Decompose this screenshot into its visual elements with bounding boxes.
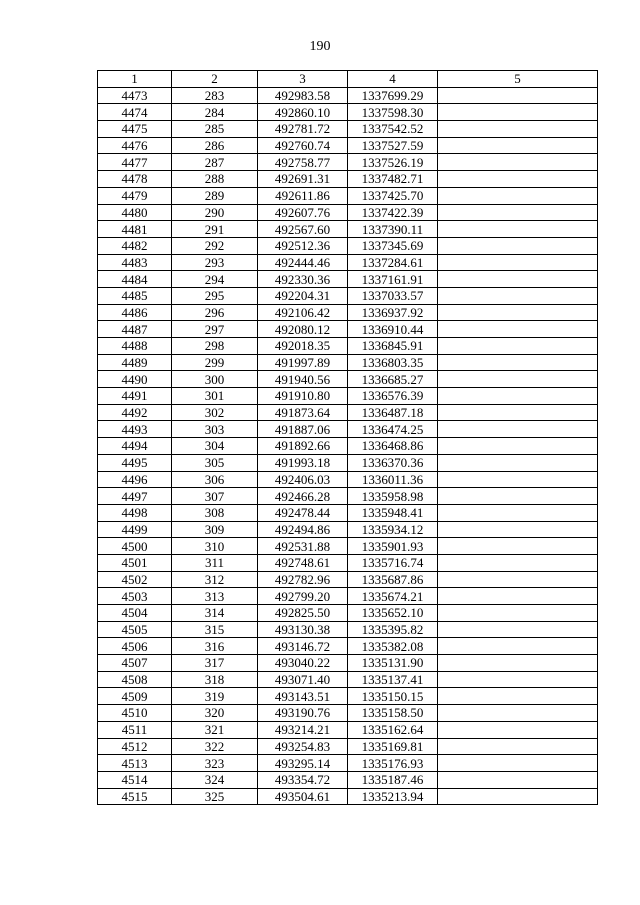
table-cell: 4489: [98, 354, 172, 371]
table-row: [98, 671, 598, 688]
table-cell: [438, 738, 598, 755]
table-row: [98, 504, 598, 521]
table-cell: 1337482.71: [348, 171, 438, 188]
table-cell: 4485: [98, 287, 172, 304]
table-row: [98, 638, 598, 655]
table-cell: 321: [172, 721, 258, 738]
table-cell: 1335901.93: [348, 538, 438, 555]
table-cell: 4512: [98, 738, 172, 755]
table-cell: [438, 655, 598, 672]
table-row: [98, 321, 598, 338]
table-row: [98, 421, 598, 438]
table-cell: [438, 538, 598, 555]
table-cell: [438, 521, 598, 538]
table-row: [98, 371, 598, 388]
table-row: [98, 471, 598, 488]
table-cell: 315: [172, 621, 258, 638]
table-cell: 491940.56: [258, 371, 348, 388]
table-row: [98, 171, 598, 188]
table-cell: [438, 554, 598, 571]
table-cell: [438, 338, 598, 355]
table-cell: 492760.74: [258, 137, 348, 154]
table-cell: 288: [172, 171, 258, 188]
table-cell: 1337033.57: [348, 287, 438, 304]
table-cell: 492860.10: [258, 104, 348, 121]
table-cell: 492106.42: [258, 304, 348, 321]
table-cell: 322: [172, 738, 258, 755]
table-cell: 296: [172, 304, 258, 321]
table-cell: 4490: [98, 371, 172, 388]
table-row: [98, 221, 598, 238]
table-cell: 493354.72: [258, 771, 348, 788]
table-row: [98, 87, 598, 104]
table-cell: 294: [172, 271, 258, 288]
table-cell: 301: [172, 388, 258, 405]
table-cell: [438, 154, 598, 171]
table-cell: 4505: [98, 621, 172, 638]
table-cell: 325: [172, 788, 258, 805]
table-row: [98, 454, 598, 471]
table-row: [98, 354, 598, 371]
table-row: [98, 621, 598, 638]
table-cell: 4492: [98, 404, 172, 421]
table-cell: 4494: [98, 438, 172, 455]
table-cell: 298: [172, 338, 258, 355]
table-cell: [438, 254, 598, 271]
table-cell: [438, 404, 598, 421]
table-row: [98, 655, 598, 672]
table-cell: 4514: [98, 771, 172, 788]
table-cell: [438, 304, 598, 321]
table-cell: 283: [172, 87, 258, 104]
table-cell: [438, 187, 598, 204]
table-cell: 492466.28: [258, 488, 348, 505]
table-cell: 4484: [98, 271, 172, 288]
table-cell: [438, 371, 598, 388]
table-cell: 323: [172, 755, 258, 772]
table-cell: 1337284.61: [348, 254, 438, 271]
table-cell: 285: [172, 121, 258, 138]
table-cell: 1335187.46: [348, 771, 438, 788]
table-cell: 316: [172, 638, 258, 655]
table-cell: 491887.06: [258, 421, 348, 438]
table-cell: [438, 221, 598, 238]
table-cell: 4493: [98, 421, 172, 438]
table-cell: 1336370.36: [348, 454, 438, 471]
table-cell: 1335382.08: [348, 638, 438, 655]
table-cell: [438, 621, 598, 638]
table-cell: 304: [172, 438, 258, 455]
table-cell: 4480: [98, 204, 172, 221]
table-row: [98, 304, 598, 321]
table-cell: [438, 788, 598, 805]
table-cell: [438, 137, 598, 154]
table-cell: [438, 755, 598, 772]
coordinates-table: [97, 70, 598, 805]
table-cell: 492799.20: [258, 588, 348, 605]
table-cell: 492406.03: [258, 471, 348, 488]
table-cell: 1336576.39: [348, 388, 438, 405]
table-cell: 4476: [98, 137, 172, 154]
table-cell: 4508: [98, 671, 172, 688]
table-cell: 1335716.74: [348, 554, 438, 571]
table-cell: 4496: [98, 471, 172, 488]
table-cell: 291: [172, 221, 258, 238]
table-cell: 1335137.41: [348, 671, 438, 688]
table-cell: [438, 721, 598, 738]
table-cell: 1337161.91: [348, 271, 438, 288]
table-cell: 295: [172, 287, 258, 304]
table-cell: 492204.31: [258, 287, 348, 304]
table-row: [98, 271, 598, 288]
table-cell: 492983.58: [258, 87, 348, 104]
table-cell: 303: [172, 421, 258, 438]
table-row: [98, 521, 598, 538]
table-cell: 492512.36: [258, 237, 348, 254]
table-cell: 1336937.92: [348, 304, 438, 321]
table-cell: 493214.21: [258, 721, 348, 738]
table-row: [98, 605, 598, 622]
table-cell: 1335934.12: [348, 521, 438, 538]
table-cell: [438, 421, 598, 438]
table-cell: 493254.83: [258, 738, 348, 755]
table-cell: 4511: [98, 721, 172, 738]
table-cell: 492494.86: [258, 521, 348, 538]
table-row: [98, 104, 598, 121]
table-row: [98, 738, 598, 755]
table-cell: 1336845.91: [348, 338, 438, 355]
table-cell: 1335176.93: [348, 755, 438, 772]
table-cell: [438, 588, 598, 605]
column-header: 3: [258, 71, 348, 88]
table-cell: [438, 204, 598, 221]
table-cell: 492567.60: [258, 221, 348, 238]
table-row: [98, 588, 598, 605]
table-cell: 492478.44: [258, 504, 348, 521]
table-row: [98, 287, 598, 304]
table-cell: 1335213.94: [348, 788, 438, 805]
table-cell: 1335395.82: [348, 621, 438, 638]
table-cell: 493143.51: [258, 688, 348, 705]
column-header: 4: [348, 71, 438, 88]
table-cell: 493190.76: [258, 705, 348, 722]
table-cell: 305: [172, 454, 258, 471]
table-cell: 4474: [98, 104, 172, 121]
table-row: [98, 404, 598, 421]
table-row: [98, 721, 598, 738]
table-cell: 4515: [98, 788, 172, 805]
table-cell: 1337542.52: [348, 121, 438, 138]
table-cell: 1335958.98: [348, 488, 438, 505]
table-row: [98, 771, 598, 788]
table-cell: 4500: [98, 538, 172, 555]
table-cell: 306: [172, 471, 258, 488]
table-cell: 1336468.86: [348, 438, 438, 455]
table-row: [98, 237, 598, 254]
table-cell: 4488: [98, 338, 172, 355]
table-cell: 4479: [98, 187, 172, 204]
table-cell: 312: [172, 571, 258, 588]
table-cell: [438, 321, 598, 338]
table-row: [98, 388, 598, 405]
table-cell: 1337422.39: [348, 204, 438, 221]
table-cell: [438, 638, 598, 655]
table-cell: 4477: [98, 154, 172, 171]
table-cell: 4503: [98, 588, 172, 605]
table-cell: 492825.50: [258, 605, 348, 622]
table-cell: 492018.35: [258, 338, 348, 355]
table-body: [98, 87, 598, 805]
table-cell: [438, 504, 598, 521]
table-row: [98, 571, 598, 588]
table-cell: 292: [172, 237, 258, 254]
table-cell: [438, 571, 598, 588]
table-cell: 493130.38: [258, 621, 348, 638]
table-cell: 492607.76: [258, 204, 348, 221]
table-cell: 1335169.81: [348, 738, 438, 755]
table-cell: 311: [172, 554, 258, 571]
table-cell: 491892.66: [258, 438, 348, 455]
table-cell: 307: [172, 488, 258, 505]
table-cell: 493071.40: [258, 671, 348, 688]
table-cell: [438, 771, 598, 788]
table-row: [98, 137, 598, 154]
table-cell: 491993.18: [258, 454, 348, 471]
table-row: [98, 755, 598, 772]
table-row: [98, 705, 598, 722]
table-cell: 297: [172, 321, 258, 338]
table-cell: 284: [172, 104, 258, 121]
table-cell: 4487: [98, 321, 172, 338]
table-cell: 492782.96: [258, 571, 348, 588]
table-cell: 4497: [98, 488, 172, 505]
table-cell: [438, 104, 598, 121]
table-cell: [438, 354, 598, 371]
table-cell: 492748.61: [258, 554, 348, 571]
table-cell: [438, 237, 598, 254]
table-cell: 4475: [98, 121, 172, 138]
table-cell: 1336474.25: [348, 421, 438, 438]
table-cell: 4486: [98, 304, 172, 321]
table-cell: [438, 388, 598, 405]
table-cell: [438, 488, 598, 505]
table-cell: [438, 705, 598, 722]
table-cell: 1335948.41: [348, 504, 438, 521]
table-cell: 1336910.44: [348, 321, 438, 338]
table-cell: 492691.31: [258, 171, 348, 188]
table-cell: 492611.86: [258, 187, 348, 204]
table-cell: 1335652.10: [348, 605, 438, 622]
table-cell: 310: [172, 538, 258, 555]
table-cell: 313: [172, 588, 258, 605]
table-cell: [438, 671, 598, 688]
table-cell: 491910.80: [258, 388, 348, 405]
table-row: [98, 538, 598, 555]
table-cell: 1337699.29: [348, 87, 438, 104]
column-header: 1: [98, 71, 172, 88]
table-cell: 314: [172, 605, 258, 622]
table-cell: 4483: [98, 254, 172, 271]
table-cell: [438, 471, 598, 488]
table-cell: 290: [172, 204, 258, 221]
table-cell: 492781.72: [258, 121, 348, 138]
table-cell: 4513: [98, 755, 172, 772]
table-cell: 493295.14: [258, 755, 348, 772]
table-cell: 4495: [98, 454, 172, 471]
table-cell: 300: [172, 371, 258, 388]
table-cell: 1337390.11: [348, 221, 438, 238]
table-cell: 319: [172, 688, 258, 705]
table-cell: 4499: [98, 521, 172, 538]
table-cell: 491873.64: [258, 404, 348, 421]
table-cell: 1337527.59: [348, 137, 438, 154]
table-cell: 1336487.18: [348, 404, 438, 421]
table-cell: [438, 605, 598, 622]
table-cell: 286: [172, 137, 258, 154]
table-cell: 1335687.86: [348, 571, 438, 588]
table-cell: 492758.77: [258, 154, 348, 171]
table-cell: 491997.89: [258, 354, 348, 371]
table-cell: [438, 271, 598, 288]
table-cell: 4491: [98, 388, 172, 405]
table-cell: 302: [172, 404, 258, 421]
table-cell: 1336011.36: [348, 471, 438, 488]
table-cell: 4506: [98, 638, 172, 655]
table-cell: 4504: [98, 605, 172, 622]
column-header: 5: [438, 71, 598, 88]
page-number: 190: [309, 39, 331, 54]
table-cell: 4482: [98, 237, 172, 254]
table-cell: 1336685.27: [348, 371, 438, 388]
table-cell: 493504.61: [258, 788, 348, 805]
table-cell: 308: [172, 504, 258, 521]
table-cell: [438, 688, 598, 705]
table-cell: 493040.22: [258, 655, 348, 672]
table-cell: 1337345.69: [348, 237, 438, 254]
table-cell: 1335150.15: [348, 688, 438, 705]
table-cell: 1337526.19: [348, 154, 438, 171]
table-row: [98, 154, 598, 171]
table-cell: 318: [172, 671, 258, 688]
table-row: [98, 554, 598, 571]
table-cell: 4507: [98, 655, 172, 672]
table-row: [98, 254, 598, 271]
table-cell: 492444.46: [258, 254, 348, 271]
table-cell: 320: [172, 705, 258, 722]
table-cell: 4478: [98, 171, 172, 188]
table-cell: 317: [172, 655, 258, 672]
table-cell: 287: [172, 154, 258, 171]
table-header-row: [98, 71, 598, 88]
table-row: [98, 338, 598, 355]
table-cell: 4502: [98, 571, 172, 588]
table-cell: [438, 438, 598, 455]
table-cell: 493146.72: [258, 638, 348, 655]
table-cell: 4509: [98, 688, 172, 705]
table-cell: 492080.12: [258, 321, 348, 338]
table-cell: 1335158.50: [348, 705, 438, 722]
table-cell: 4498: [98, 504, 172, 521]
table-row: [98, 204, 598, 221]
column-header: 2: [172, 71, 258, 88]
table-cell: [438, 121, 598, 138]
table-cell: 1335674.21: [348, 588, 438, 605]
table-cell: 492531.88: [258, 538, 348, 555]
table-cell: 289: [172, 187, 258, 204]
table-cell: 324: [172, 771, 258, 788]
table-cell: [438, 171, 598, 188]
table-cell: 299: [172, 354, 258, 371]
table-row: [98, 187, 598, 204]
table-cell: 492330.36: [258, 271, 348, 288]
table-row: [98, 688, 598, 705]
table-row: [98, 488, 598, 505]
table-cell: 4481: [98, 221, 172, 238]
table-cell: 1337425.70: [348, 187, 438, 204]
table-cell: 293: [172, 254, 258, 271]
table-row: [98, 788, 598, 805]
table-cell: 4501: [98, 554, 172, 571]
table-cell: [438, 454, 598, 471]
table-cell: 1335162.64: [348, 721, 438, 738]
table-cell: 4510: [98, 705, 172, 722]
table-cell: 1337598.30: [348, 104, 438, 121]
table-cell: 4473: [98, 87, 172, 104]
table-cell: [438, 87, 598, 104]
table-row: [98, 438, 598, 455]
table-cell: 1336803.35: [348, 354, 438, 371]
table-cell: 1335131.90: [348, 655, 438, 672]
table-cell: 309: [172, 521, 258, 538]
table-row: [98, 121, 598, 138]
table-cell: [438, 287, 598, 304]
